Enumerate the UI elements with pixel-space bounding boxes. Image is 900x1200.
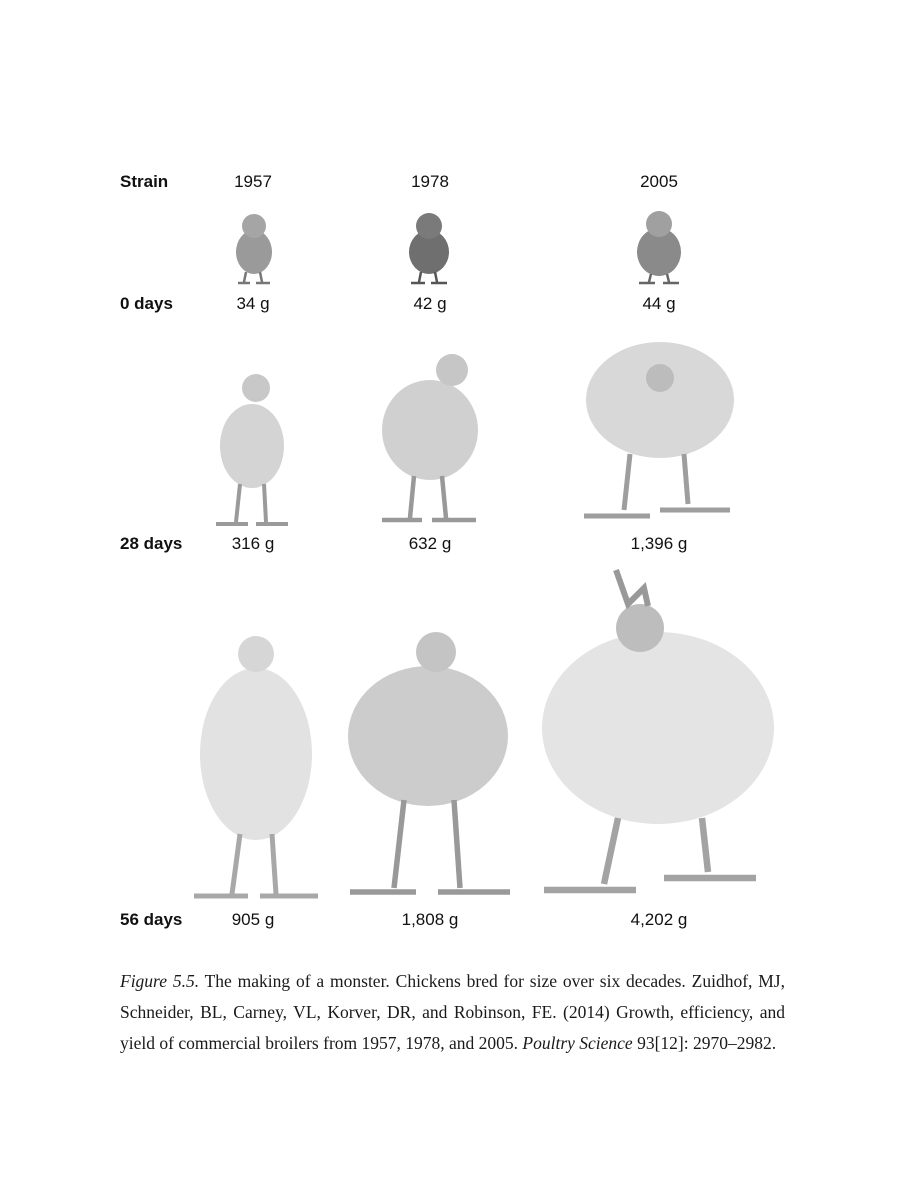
row-label-0days: 0 days <box>120 294 173 313</box>
journal-name: Poultry Science <box>522 1033 633 1053</box>
year-1978: 1978 <box>411 172 449 191</box>
weight-1957-28days: 316 g <box>231 534 275 553</box>
chick-1957-0days-image <box>226 206 282 286</box>
weight-1957-56days: 905 g <box>231 910 275 929</box>
row-label-56days: 56 days <box>120 910 183 929</box>
year-2005: 2005 <box>640 172 678 191</box>
row-label-28days: 28 days <box>120 534 183 553</box>
chicken-1957-56days-image <box>190 624 322 906</box>
chicken-1957-28days-image <box>206 366 298 530</box>
figure-caption <box>120 966 785 1059</box>
chicken-2005-28days-image <box>580 338 740 528</box>
chicken-1978-28days-image <box>366 346 492 526</box>
weight-2005-0days: 44 g <box>642 294 676 313</box>
weight-2005-28days: 1,396 g <box>630 534 688 553</box>
weight-1978-0days: 42 g <box>413 294 447 313</box>
weight-1957-0days: 34 g <box>236 294 270 313</box>
weight-1978-56days: 1,808 g <box>401 910 459 929</box>
chicken-1978-56days-image <box>342 620 518 904</box>
weight-1978-28days: 632 g <box>408 534 452 553</box>
figure-label: Figure 5.5. <box>120 971 200 991</box>
year-1957: 1957 <box>234 172 272 191</box>
weight-2005-56days: 4,202 g <box>630 910 688 929</box>
caption-text: The making of a monster. Chickens bred for size over six decades. Zuidhof, MJ, Schneider, BL, Carney, VL, Korver, DR, and Robinson, FE. (2014) Growth, efficiency, and yield of commercial broilers from 1957, 1978, and 2005. <box>120 971 785 1053</box>
chick-2005-0days-image <box>629 204 689 286</box>
strain-header: Strain <box>120 172 169 191</box>
citation-tail: 93[12]: 2970–2982. <box>637 1033 777 1053</box>
chicken-2005-56days-image <box>536 566 790 906</box>
chick-1978-0days-image <box>399 206 459 286</box>
